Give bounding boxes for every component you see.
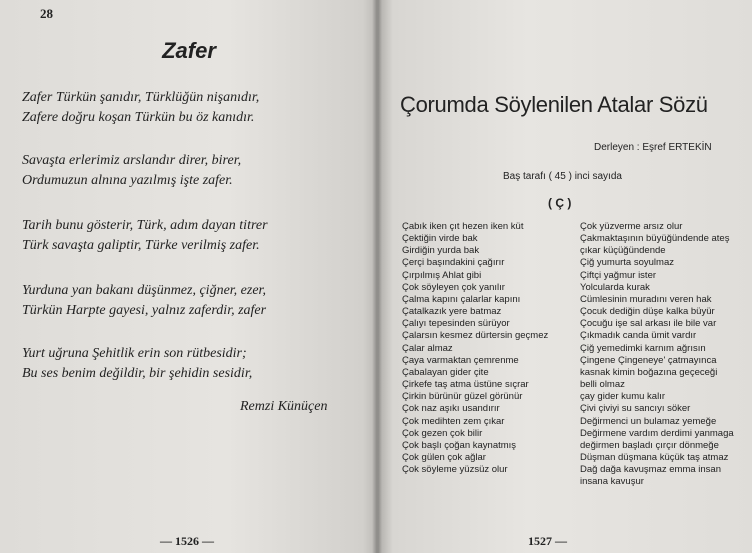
proverb-line: Çok başlı çoğan kaynatmış: [402, 439, 517, 451]
proverb-line: insana kavuşur: [580, 476, 644, 488]
proverb-line: Çok gezen çok bilir: [402, 427, 483, 439]
proverb-line: çıkar küçüğündende: [580, 245, 666, 257]
stanza-3: [22, 216, 352, 256]
proverb-line: Cümlesinin muradını veren hak: [580, 293, 712, 305]
proverb-line: Çalarsın kesmez dürtersin geçmez: [402, 330, 549, 342]
proverb-line: Çalıyı tepesinden sürüyor: [402, 318, 510, 330]
proverb-line: Çalar almaz: [402, 342, 453, 354]
verse-line: Zafer Türkün şanıdır, Türklüğün nişanıdır,: [22, 90, 260, 105]
proverb-line: Çabık iken çıt hezen iken küt: [402, 221, 524, 232]
verse-line: Savaşta erlerimiz arslandır direr, birer,: [22, 153, 242, 168]
proverb-line: kasnak kimin boğazına geçeceği: [580, 366, 718, 378]
proverb-line: Çocuğu işe sal arkası ile bile var: [580, 318, 717, 330]
verse-line: Türkün Harpte gayesi, yalnız zaferdir, zafer: [22, 303, 267, 318]
verse-line: Ordumuzun alnına yazılmış işte zafer.: [22, 173, 233, 188]
proverb-line: Çingene Çingeneye' çatmayınca: [580, 354, 717, 366]
stanza-1: [22, 88, 352, 128]
proverb-line: Çiğ yumurta soyulmaz: [580, 257, 674, 269]
proverbs-column-left: [402, 221, 578, 476]
article-title: Çorumda Söylenilen Atalar Sözü: [400, 92, 708, 117]
proverb-line: Çalma kapını çalarlar kapını: [402, 293, 521, 305]
proverb-line: Çatalkazık yere batmaz: [402, 306, 502, 318]
poem-title: Zafer: [162, 38, 216, 63]
proverb-line: Düşman düşmana küçük taş atmaz: [580, 451, 729, 463]
verse-line: Bu ses benim değildir, bir şehidin sesidir,: [22, 366, 253, 381]
proverb-line: Çerçi başındakini çağırır: [402, 257, 505, 269]
proverb-line: Çok gülen çok ağlar: [402, 451, 486, 463]
stanza-4: [22, 281, 352, 321]
proverb-line: Çok naz aşıkı usandırır: [402, 403, 500, 415]
compiler-credit: Derleyen : Eşref ERTEKİN: [594, 142, 712, 153]
proverb-line: Çocuk dediğin düşe kalka büyür: [580, 306, 715, 318]
proverb-line: Çıkmadık canda ümit vardır: [580, 330, 697, 342]
proverb-line: Çivi çiviyi su sancıyı söker: [580, 403, 691, 415]
proverb-line: Çırpılmış Ahlat gibi: [402, 269, 482, 281]
proverb-line: Çiftçi yağmur ister: [580, 269, 657, 281]
stanza-2: [22, 151, 352, 191]
right-page: [378, 0, 752, 553]
proverb-line: Çaya varmaktan çemrenme: [402, 354, 519, 366]
proverb-line: Çirkefe taş atma üstüne sıçrar: [402, 379, 529, 391]
proverb-line: Değirmenci un bulamaz yemeğe: [580, 415, 717, 427]
verse-line: Yurduna yan bakanı düşünmez, çiğner, ezer,: [22, 283, 266, 298]
section-letter: ( Ç ): [548, 196, 572, 210]
proverbs-column-right: [580, 221, 748, 488]
proverb-line: Çabalayan gider çite: [402, 366, 489, 378]
verse-line: Yurt uğruna Şehitlik erin son rütbesidir;: [22, 346, 247, 361]
proverb-line: Çok medihten zem çıkar: [402, 415, 505, 427]
continuation-note: Baş tarafı ( 45 ) inci sayıda: [503, 171, 622, 182]
proverb-line: Çok yüzverme arsız olur: [580, 221, 683, 232]
stanza-5: [22, 344, 352, 384]
proverb-line: Çok söyleme yüzsüz olur: [402, 464, 508, 476]
proverb-line: Yolcularda kurak: [580, 281, 650, 293]
proverb-line: Çakmaktaşının büyüğündende ateş: [580, 233, 730, 245]
page-number-bottom-right: 1527 —: [528, 534, 567, 548]
page-number-bottom-left: — 1526 —: [160, 534, 214, 548]
verse-line: Tarih bunu gösterir, Türk, adım dayan titrer: [22, 218, 268, 233]
book-gutter: [372, 0, 382, 553]
proverb-line: çay gider kumu kalır: [580, 391, 666, 403]
proverb-line: Çirkin bürünür güzel görünür: [402, 391, 523, 403]
page-number-top: 28: [40, 6, 53, 21]
proverb-line: belli olmaz: [580, 379, 625, 391]
verse-line: Türk savaşta galiptir, Türke verilmiş zafer.: [22, 238, 260, 253]
proverb-line: Girdiğin yurda bak: [402, 245, 480, 257]
verse-line: Zafere doğru koşan Türkün bu öz kanıdır.: [22, 110, 255, 125]
proverb-line: değirmen başladı çırçır dönmeğe: [580, 439, 719, 451]
proverb-line: Dağ dağa kavuşmaz emma insan: [580, 464, 721, 476]
proverb-line: Çiğ yemedimki karnım ağrısın: [580, 342, 706, 354]
proverb-line: Çektiğin virde bak: [402, 233, 478, 245]
proverb-line: Değirmene vardım derdimi yanmaga: [580, 427, 734, 439]
proverb-line: Çok söyleyen çok yanılır: [402, 281, 505, 293]
poem-author: Remzi Künüçen: [240, 399, 328, 414]
